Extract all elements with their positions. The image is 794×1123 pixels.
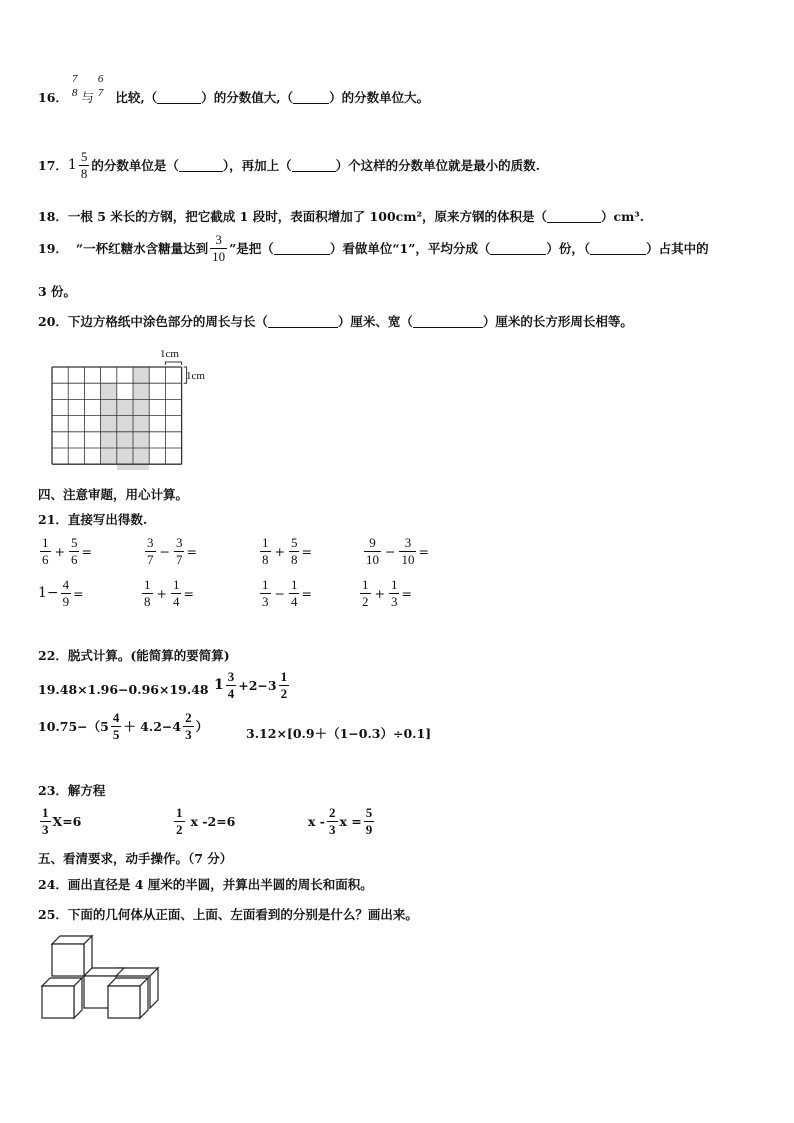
q16-text-3: ）的分数单位大。 <box>329 90 430 105</box>
q17-text-1: 的分数单位是（ <box>91 158 179 174</box>
shaded-cell <box>133 416 149 432</box>
q23-equation-1: $\frac{1}{3}$ X=6 <box>42 805 82 837</box>
fraction: $\frac{1}{6}$ <box>42 535 49 567</box>
fraction: $\frac{1}{4}$ <box>172 577 180 609</box>
fraction: $\frac{1}{4}$ <box>290 577 298 609</box>
q21-row-2-item-1: $\frac{1}{8}$ + $\frac{1}{4}$ = <box>144 577 194 609</box>
shaded-cell <box>117 464 133 470</box>
q19-blank-2[interactable] <box>490 242 546 255</box>
q21-title: 21．直接写出得数. <box>38 512 148 527</box>
fraction: $\frac{2}{3}$ <box>329 805 336 837</box>
q21-row-1-item-1: $\frac{1}{6}$ + $\frac{5}{6}$ = <box>42 535 92 567</box>
q21-row-1-item-4: $\frac{9}{10}$ − $\frac{3}{10}$ = <box>366 535 429 567</box>
fraction: $\frac{3}{10}$ <box>401 535 415 567</box>
cubes-drawing <box>38 930 168 1025</box>
q22-title: 22．脱式计算。(能简算的要简算) <box>38 648 230 663</box>
grid-height-label: 1cm <box>186 370 205 382</box>
fraction: $\frac{1}{3}$ <box>262 577 269 609</box>
q20-text-3: ）厘米的长方形周长相等。 <box>482 314 633 329</box>
question-16 <box>38 73 430 106</box>
q20-text: 20．下边方格纸中涂色部分的周长与长（ <box>38 314 268 329</box>
q17-blank-1[interactable] <box>179 159 223 172</box>
q23-equation-2: $\frac{1}{2}$ x -2=6 <box>176 805 236 837</box>
cubes-figure <box>38 930 168 1028</box>
q16-blank-1[interactable] <box>157 91 201 104</box>
q20-blank-1[interactable] <box>268 315 338 328</box>
q19-blank-1[interactable] <box>274 242 330 255</box>
fraction: $\frac{5}{6}$ <box>70 535 78 567</box>
q21-row-1-item-2: $\frac{3}{7}$ − $\frac{3}{7}$ = <box>147 535 197 567</box>
q20-text-2: ）厘米、宽（ <box>337 314 413 329</box>
shaded-cell <box>117 399 133 415</box>
fraction: $\frac{5}{9}$ <box>365 805 373 837</box>
q19-text-4: ）份，（ <box>546 241 591 257</box>
q19-blank-3[interactable] <box>590 242 646 255</box>
q19-number: 19． <box>38 241 68 257</box>
fraction: $\frac{4}{9}$ <box>62 577 70 609</box>
fraction: $\frac{5}{8}$ <box>290 535 298 567</box>
q16-text-2: ）的分数值大,（ <box>201 90 294 105</box>
fraction: $\frac{1}{8}$ <box>144 577 151 609</box>
q16-text-1: 比较,（ <box>115 90 158 105</box>
q19-text-5: ）占其中的 <box>646 241 709 257</box>
fraction: $\frac{4}{5}$ <box>112 710 120 742</box>
shaded-cell <box>117 448 133 464</box>
fraction: $\frac{3}{7}$ <box>175 535 183 567</box>
shaded-cell <box>133 448 149 464</box>
shaded-cell <box>117 416 133 432</box>
shaded-cell <box>133 367 149 383</box>
question-19 <box>38 233 709 263</box>
grid-width-label: 1cm <box>160 348 179 360</box>
q17-blank-2[interactable] <box>292 159 336 172</box>
q17-whole: 1 <box>67 157 77 174</box>
q17-text-3: ）个这样的分数单位就是最小的质数. <box>335 158 540 174</box>
shaded-cell <box>133 464 149 470</box>
fraction: $\frac{1}{3}$ <box>42 805 49 837</box>
question-17 <box>38 150 540 180</box>
q16-number: 16． <box>38 90 68 105</box>
q16-blank-2[interactable] <box>293 91 329 104</box>
shaded-cell <box>101 432 117 448</box>
q17-fraction: $\frac{5}{8}$ <box>80 149 88 181</box>
q22-expression-1: 19.48×1.96−0.96×19.48 <box>38 682 209 697</box>
width-bracket <box>165 362 181 365</box>
grid-paper <box>40 345 230 470</box>
q18-blank[interactable] <box>547 210 601 223</box>
q19-text-2: ”是把（ <box>229 241 274 257</box>
shaded-cell <box>101 399 117 415</box>
q19-line-2: 3 份。 <box>38 284 77 299</box>
shaded-cell <box>133 383 149 399</box>
q21-row-1-item-3: $\frac{1}{8}$ + $\frac{5}{8}$ = <box>262 535 312 567</box>
fraction: $\frac{3}{4}$ <box>227 669 235 701</box>
q17-number: 17． <box>38 158 68 174</box>
q18-text: 18．一根 5 米长的方钢，把它截成 1 段时，表面积增加了 100cm²，原来方钢的体积是（ <box>38 209 547 224</box>
q16-and: 与 <box>81 90 94 105</box>
fraction: $\frac{1}{2}$ <box>280 669 288 701</box>
q22-expression-2: 1 $\frac{3}{4}$ +2−3 $\frac{1}{2}$ <box>214 669 288 701</box>
q18-tail: ）cm³. <box>600 209 645 224</box>
section-4-heading: 四、注意审题，用心计算。 <box>38 487 189 502</box>
shaded-cell <box>133 432 149 448</box>
q16-fraction-b: 6 7 <box>97 73 104 99</box>
shaded-cell <box>101 416 117 432</box>
question-18 <box>38 207 644 225</box>
section-5-heading: 五、看清要求，动手操作。（7 分） <box>38 851 233 866</box>
fraction: $\frac{1}{2}$ <box>362 577 369 609</box>
q20-blank-2[interactable] <box>413 315 483 328</box>
grid-figure <box>40 345 230 470</box>
q24-text: 24．画出直径是 4 厘米的半圆，并算出半圆的周长和面积。 <box>38 877 373 892</box>
fraction: $\frac{2}{3}$ <box>185 710 192 742</box>
shaded-cell <box>117 432 133 448</box>
q21-row-2-item-1: 1− $\frac{4}{9}$ = <box>38 577 84 609</box>
q23-title: 23．解方程 <box>38 783 106 798</box>
q19-text-1: “一杯红糖水含糖量达到 <box>75 241 209 257</box>
shaded-cell <box>101 383 117 399</box>
fraction: $\frac{9}{10}$ <box>366 535 379 567</box>
q25-text: 25．下面的几何体从正面、上面、左面看到的分别是什么？画出来。 <box>38 907 418 922</box>
fraction: $\frac{1}{2}$ <box>176 805 183 837</box>
fraction: $\frac{1}{8}$ <box>262 535 269 567</box>
q21-row-2-item-3: $\frac{1}{2}$ + $\frac{1}{3}$ = <box>362 577 412 609</box>
fraction: $\frac{1}{3}$ <box>390 577 398 609</box>
question-20 <box>38 312 633 330</box>
shaded-cell <box>101 448 117 464</box>
q21-row-2-item-2: $\frac{1}{3}$ − $\frac{1}{4}$ = <box>262 577 312 609</box>
q19-fraction: $\frac{3}{10}$ <box>212 232 226 264</box>
q23-equation-3: x - $\frac{2}{3}$ x = $\frac{5}{9}$ <box>308 805 373 837</box>
q16-fraction-a: 7 8 <box>71 73 78 99</box>
q19-text-3: ）看做单位“1”，平均分成（ <box>329 241 491 257</box>
fraction: $\frac{3}{7}$ <box>147 535 154 567</box>
q22-expression-3: 10.75−（5 $\frac{4}{5}$ ＋ 4.2−4 $\frac{2}{3}$ ） <box>38 710 209 742</box>
shaded-cell <box>133 399 149 415</box>
q22-expression-4: 3.12×[0.9＋（1−0.3）÷0.1] <box>246 726 432 741</box>
q17-text-2: ），再加上（ <box>222 158 292 174</box>
